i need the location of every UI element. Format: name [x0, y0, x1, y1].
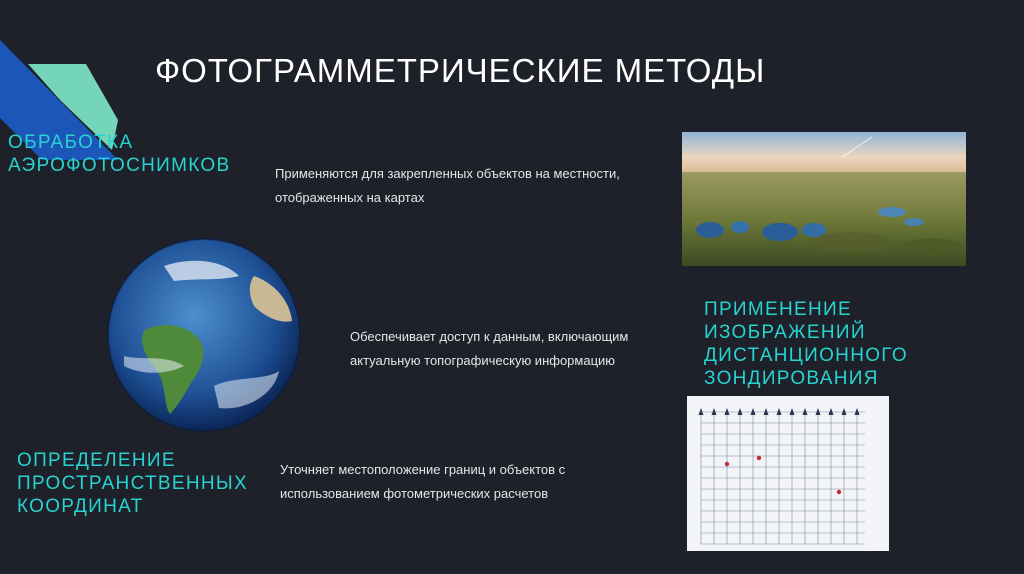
grid-point-marker — [725, 462, 729, 466]
grid-arrow — [725, 408, 730, 415]
grid-arrow — [829, 408, 834, 415]
text-line: Уточняет местоположение границ и объектов с — [280, 462, 566, 477]
heading-spatial-coordinates — [17, 449, 248, 518]
grid-arrow — [816, 408, 821, 415]
grid-arrow — [699, 408, 704, 415]
text-line: использованием фотометрических расчетов — [280, 486, 549, 501]
text-aerial-photo-processing — [275, 162, 675, 210]
grid-point-marker — [837, 490, 841, 494]
grid-arrow — [738, 408, 743, 415]
aerial-landscape-image — [682, 132, 966, 266]
text-spatial-coordinates — [280, 458, 610, 506]
grid-arrow — [751, 408, 756, 415]
heading-line: ОБРАБОТКА — [8, 132, 134, 153]
grid-arrow — [842, 408, 847, 415]
grid-arrow — [790, 408, 795, 415]
grid-arrow — [803, 408, 808, 415]
heading-line: ИЗОБРАЖЕНИЙ — [704, 322, 866, 343]
text-line: Обеспечивает доступ к данным, включающим — [350, 329, 629, 344]
heading-line: ПРИМЕНЕНИЕ — [704, 299, 852, 320]
heading-remote-sensing — [704, 298, 908, 390]
heading-line: ОПРЕДЕЛЕНИЕ — [17, 450, 176, 471]
slide-title: ФОТОГРАММЕТРИЧЕСКИЕ МЕТОДЫ — [155, 52, 766, 89]
grid-arrow — [855, 408, 860, 415]
heading-line: АЭРОФОТОСНИМКОВ — [8, 155, 231, 176]
coordinate-grid-image — [687, 396, 889, 551]
text-line: отображенных на картах — [275, 190, 425, 205]
text-line: Применяются для закрепленных объектов на местности, — [275, 166, 620, 181]
grid-arrow — [777, 408, 782, 415]
heading-line: ЗОНДИРОВАНИЯ — [704, 368, 879, 389]
grid-arrow — [712, 408, 717, 415]
grid-point-marker — [757, 456, 761, 460]
grid-arrow — [764, 408, 769, 415]
heading-line: ДИСТАНЦИОННОГО — [704, 345, 908, 366]
text-remote-sensing — [350, 325, 680, 373]
heading-line: КООРДИНАТ — [17, 496, 144, 517]
text-line: актуальную топографическую информацию — [350, 353, 616, 368]
heading-line: ПРОСТРАНСТВЕННЫХ — [17, 473, 248, 494]
coordinate-grid-drawing — [687, 396, 889, 551]
heading-aerial-photo-processing — [8, 131, 230, 177]
earth-globe-image — [104, 236, 304, 434]
